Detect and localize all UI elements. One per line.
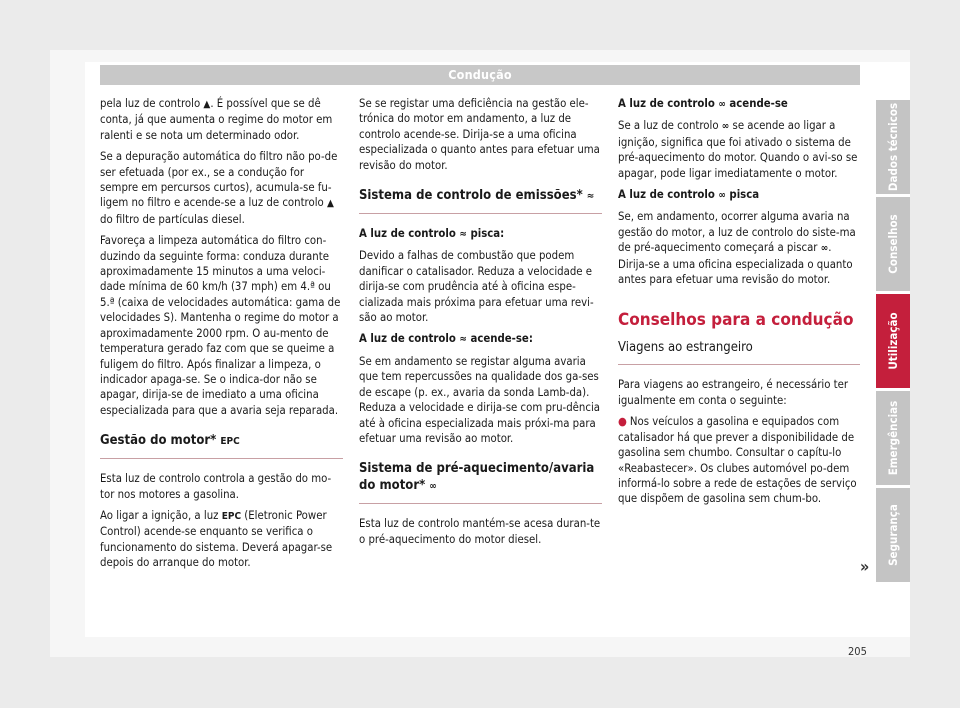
page-number: 205 [848, 645, 867, 658]
tab-dados-tecnicos[interactable] [876, 100, 910, 194]
paragraph: Para viagens ao estrangeiro, é necessário ter igualmente em conta o seguinte: [618, 378, 849, 407]
oil-can-icon: ▲ [326, 198, 334, 210]
catalyst-icon: ≈ [459, 334, 467, 346]
catalyst-icon: ≈ [459, 229, 467, 241]
section-title: Viagens ao estrangeiro [618, 339, 860, 365]
glow-plug-icon: ∞ [718, 190, 726, 202]
column-1 [100, 96, 343, 577]
paragraph: Devido a falhas de combustão que podem danificar o catalisador. Reduza a velocidade e dirija-se com prudência até à oficina espe-cializada mais próxima para efetuar uma revi-são ao motor. [359, 249, 594, 325]
bullet-icon: ● [618, 415, 627, 429]
tab-utilizacao[interactable] [876, 294, 910, 388]
paragraph: Se, em andamento, ocorrer alguma avaria na gestão do motor, a luz de controlo do siste-ma de pré-aquecimento começará a piscar ∞. Dirija-se a uma oficina especializada o quanto antes para efetuar uma revisão do motor. [618, 210, 856, 287]
column-3 [618, 96, 860, 513]
heading-preheating: Sistema de pré-aquecimento/avaria do motor* ∞ [359, 456, 602, 504]
glow-plug-icon: ∞ [820, 243, 829, 255]
heading-emissions: Sistema de controlo de emissões* ≈ [359, 183, 602, 214]
paragraph: Favoreça a limpeza automática do filtro con-duzindo da seguinte forma: conduza durante aproximadamente 15 minutos a uma veloci-dade mínima de 60 km/h (37 mph) em 4.ª ou 5.ª (caixa de velocidades automática: gama de velocidades S). Mantenha o regime do motor a aproximadamente 2000 rpm. O au-mento de temperatura gerado faz com que se queime a fuligem do filtro. Após finalizar a limpeza, o indicador apaga-se. Se o indica-dor não se apagar, dirija-se de imediato a uma oficina especializada para que a avaria seja reparada. [100, 234, 341, 417]
glow-plug-icon: ∞ [718, 99, 726, 110]
chapter-title: Conselhos para a condução [618, 310, 854, 331]
epc-icon: EPC [221, 510, 242, 522]
tab-emergencias[interactable] [876, 391, 910, 485]
tab-label: Conselhos [886, 214, 900, 274]
catalyst-icon: ≈ [586, 191, 595, 203]
tab-label: Utilização [886, 312, 900, 370]
paragraph: Se em andamento se registar alguma avaria que tem repercussões na qualidade dos ga-ses de escape (p. ex., avaria da sonda Lamb-da). Reduza a velocidade e dirija-se com pru-dência até à oficina especializada mais próxi-ma para efetuar uma revisão ao motor. [359, 354, 601, 445]
subheading: A luz de controlo ≈ acende-se: [359, 331, 602, 347]
tab-label: Dados técnicos [886, 102, 900, 192]
paragraph: Se se registar uma deficiência na gestão ele-trónica do motor em andamento, a luz de controlo acende-se. Dirija-se a uma oficina especializada o quanto antes para efetuar uma revisão do motor. [359, 97, 600, 172]
column-2 [359, 96, 602, 553]
tab-label: Segurança [886, 504, 900, 566]
paragraph: pela luz de controlo ▲. É possível que se dê conta, já que aumenta o regime do motor em ralenti e se nota um determinado odor. [100, 97, 333, 142]
tab-seguranca[interactable] [876, 488, 910, 582]
subheading: A luz de controlo ≈ pisca: [359, 226, 602, 242]
continue-arrow-icon: » [860, 557, 870, 576]
paragraph: Se a luz de controlo ∞ se acende ao ligar a ignição, significa que foi ativado o sistema de pré-aquecimento do motor. Quando o avi-so se apagar, pode ligar imediatamente o motor. [618, 119, 858, 180]
epc-icon: EPC [220, 436, 240, 448]
bullet-item: ● Nos veículos a gasolina e equipados com catalisador há que prever a disponibilidade de gasolina sem chumbo. Consultar o capítu-lo «Reabastecer». Os clubes automóvel po-dem informá-lo sobre a rede de estações de serviço que dispõem de gasolina sem chum-bo. [618, 415, 857, 506]
subheading: A luz de controlo ∞ pisca [618, 187, 860, 203]
paragraph: Esta luz de controlo mantém-se acesa duran-te o pré-aquecimento do motor diesel. [359, 517, 601, 546]
section-header: Condução [100, 65, 860, 85]
glow-plug-icon: ∞ [721, 121, 730, 133]
tab-label: Emergências [886, 400, 900, 476]
tab-conselhos[interactable] [876, 197, 910, 291]
subheading: A luz de controlo ∞ acende-se [618, 96, 860, 112]
heading-engine-management: Gestão do motor* EPC [100, 428, 343, 459]
glow-plug-icon: ∞ [429, 481, 437, 493]
paragraph: Se a depuração automática do filtro não po-de ser efetuada (por ex., se a condução for sempre em percursos curtos), acumula-se fu-ligem no filtro e acende-se a luz de controlo ▲ do filtro de partículas diesel. [100, 150, 338, 226]
paragraph: Ao ligar a ignição, a luz EPC (Eletronic Power Control) acende-se enquanto se verifica o funcionamento do sistema. Deverá apagar-se depois do arranque do motor. [100, 508, 333, 570]
oil-can-icon: ▲ [203, 99, 211, 110]
paragraph: Esta luz de controlo controla a gestão do mo-tor nos motores a gasolina. [100, 472, 332, 501]
